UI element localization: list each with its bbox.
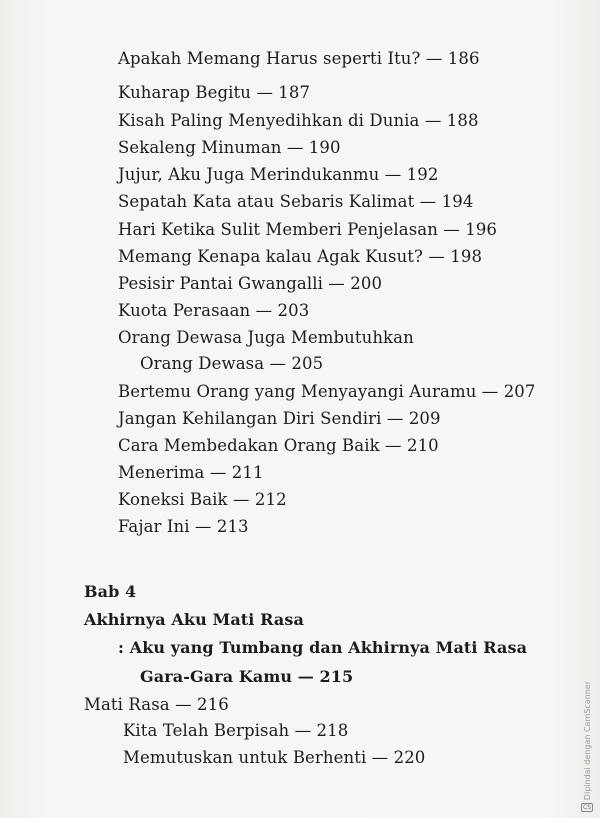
chapter-label: Bab 4 bbox=[84, 582, 137, 601]
toc-entry: Hari Ketika Sulit Memberi Penjelasan — 196 bbox=[118, 220, 498, 239]
toc-entry: Jangan Kehilangan Diri Sendiri — 209 bbox=[118, 409, 441, 428]
camscanner-logo-icon: CS bbox=[583, 804, 591, 811]
toc-entry: Cara Membedakan Orang Baik — 210 bbox=[118, 436, 439, 455]
toc-entry: Kisah Paling Menyedihkan di Dunia — 188 bbox=[118, 111, 479, 130]
toc-entry: Koneksi Baik — 212 bbox=[118, 490, 287, 509]
scanner-watermark bbox=[580, 682, 594, 812]
chapter-subtitle: : Aku yang Tumbang dan Akhirnya Mati Rasa bbox=[118, 638, 528, 657]
toc-entry-continued: Orang Dewasa — 205 bbox=[140, 354, 324, 373]
toc-entry: Kuota Perasaan — 203 bbox=[118, 301, 310, 320]
watermark-text: Dipindai dengan CamScanner bbox=[582, 680, 592, 800]
chapter-subtitle-continued: Gara-Gara Kamu — 215 bbox=[140, 667, 354, 686]
toc-entry: Pesisir Pantai Gwangalli — 200 bbox=[118, 274, 383, 293]
toc-entry: Orang Dewasa Juga Membutuhkan bbox=[118, 328, 414, 347]
chapter-entry: Memutuskan untuk Berhenti — 220 bbox=[123, 748, 426, 767]
chapter-title: Akhirnya Aku Mati Rasa bbox=[84, 610, 304, 629]
toc-entry: Jujur, Aku Juga Merindukanmu — 192 bbox=[118, 165, 439, 184]
toc-entry: Kuharap Begitu — 187 bbox=[118, 83, 311, 102]
toc-entry: Menerima — 211 bbox=[118, 463, 264, 482]
chapter-entry: Mati Rasa — 216 bbox=[84, 695, 229, 714]
toc-entry: Memang Kenapa kalau Agak Kusut? — 198 bbox=[118, 247, 483, 266]
chapter-entry: Kita Telah Berpisah — 218 bbox=[123, 721, 349, 740]
toc-entry: Sepatah Kata atau Sebaris Kalimat — 194 bbox=[118, 192, 474, 211]
toc-entry: Bertemu Orang yang Menyayangi Auramu — 207 bbox=[118, 382, 536, 401]
toc-entry: Apakah Memang Harus seperti Itu? — 186 bbox=[118, 49, 480, 68]
toc-entry: Fajar Ini — 213 bbox=[118, 517, 249, 536]
toc-entry: Sekaleng Minuman — 190 bbox=[118, 138, 341, 157]
